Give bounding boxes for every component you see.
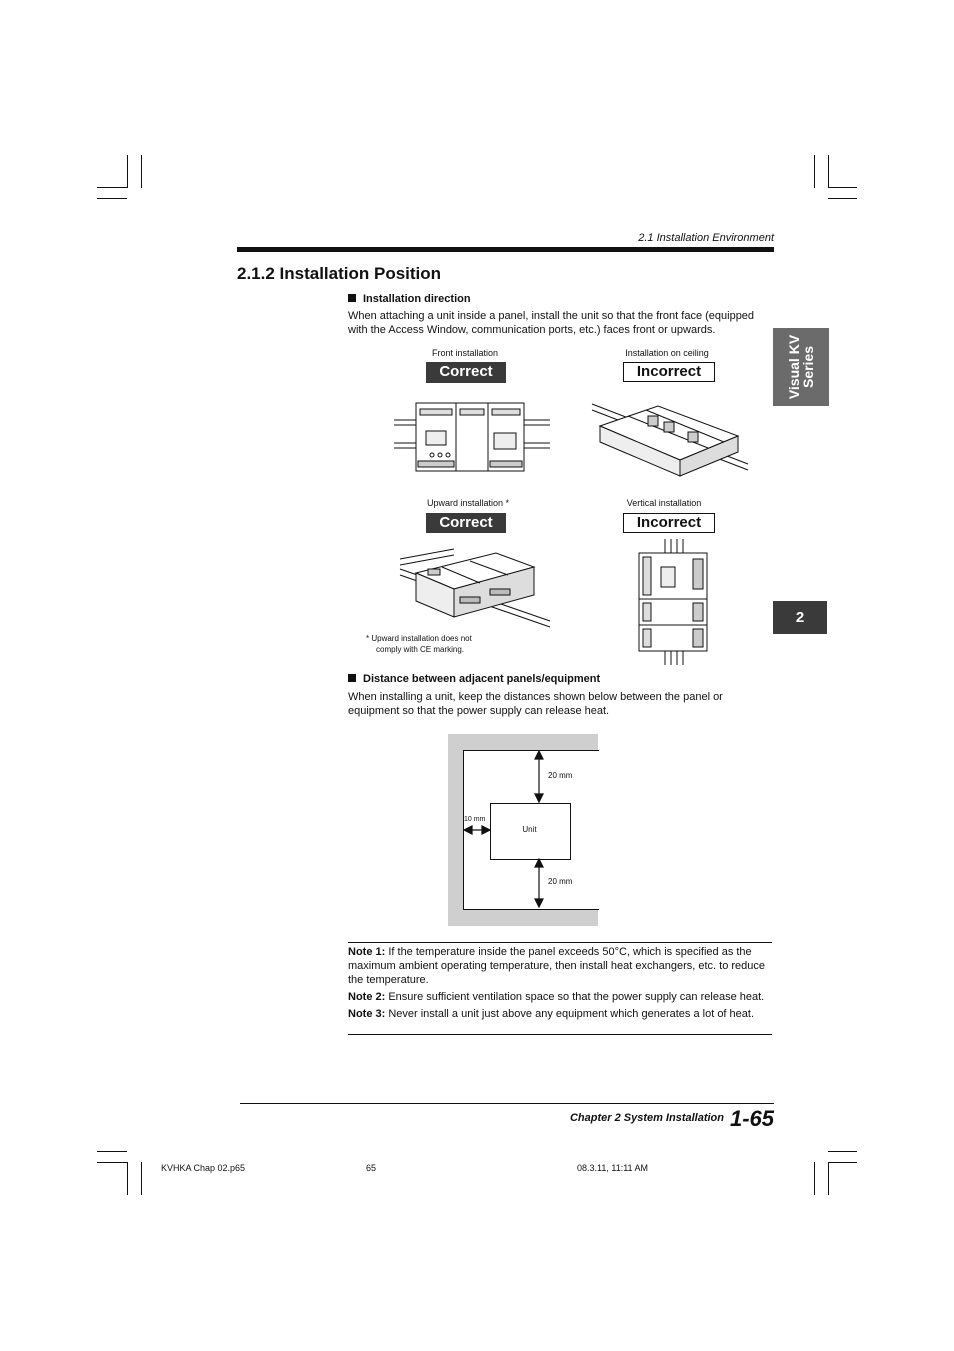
header-rule <box>237 247 774 252</box>
footnote: * Upward installation does not comply with CE marking. <box>366 634 472 654</box>
running-header: 2.1 Installation Environment <box>638 232 774 244</box>
top-clearance-label: 20 mm <box>548 771 573 780</box>
direction-heading: Installation direction <box>348 293 471 305</box>
unit-label: Unit <box>522 825 537 834</box>
figure-caption: Front installation <box>431 348 499 358</box>
notes-top-rule <box>348 942 772 943</box>
left-clearance-label: 10 mm <box>464 816 486 823</box>
upward-installation-illustration <box>394 545 554 631</box>
direction-text: When attaching a unit inside a panel, install the unit so that the front face (equipped with the Access Window, communication ports, etc.) faces front or upwards. <box>348 310 755 336</box>
figure-caption: Upward installation * <box>426 498 510 508</box>
correct-badge: Correct <box>426 362 506 383</box>
note-2: Note 2: Ensure sufficient ventilation space so that the power supply can release heat. <box>348 991 765 1003</box>
section-title: 2.1.2 Installation Position <box>237 264 442 283</box>
note-3: Note 3: Never install a unit just above any equipment which generates a lot of heat. <box>348 1008 755 1020</box>
side-tab-line2: Series <box>800 345 816 389</box>
vertical-installation-illustration <box>635 539 711 665</box>
clearance-arrows <box>463 750 598 908</box>
correct-badge: Correct <box>426 513 506 533</box>
footer-rule <box>240 1103 774 1104</box>
slug-page: 65 <box>366 1163 377 1173</box>
ceiling-installation-illustration <box>588 398 752 486</box>
figure-caption: Vertical installation <box>626 498 702 508</box>
figure-caption: Installation on ceiling <box>625 348 709 358</box>
page-number: 1-65 <box>730 1106 775 1131</box>
distance-text: When installing a unit, keep the distances shown below between the panel or equipment so that the power supply can release heat. <box>348 691 723 717</box>
slug-filename: KVHKA Chap 02.p65 <box>161 1163 246 1173</box>
series-side-tab <box>773 328 829 406</box>
chapter-tab: 2 <box>773 601 827 634</box>
incorrect-badge: Incorrect <box>623 362 715 382</box>
notes-block <box>348 945 772 1024</box>
front-installation-illustration <box>394 395 550 475</box>
incorrect-badge: Incorrect <box>623 513 715 533</box>
footer-chapter: Chapter 2 System Installation <box>569 1112 724 1124</box>
distance-heading: Distance between adjacent panels/equipment <box>348 673 600 685</box>
note-1: Note 1: If the temperature inside the panel exceeds 50°C, which is specified as the maximum ambient operating temperature, then install heat exchangers, etc. to reduce the temperature. <box>348 946 766 986</box>
bottom-clearance-label: 20 mm <box>548 877 573 886</box>
side-tab-line1: Visual KV <box>786 334 802 400</box>
slug-date: 08.3.11, 11:11 AM <box>577 1163 649 1173</box>
notes-bottom-rule <box>348 1034 772 1035</box>
